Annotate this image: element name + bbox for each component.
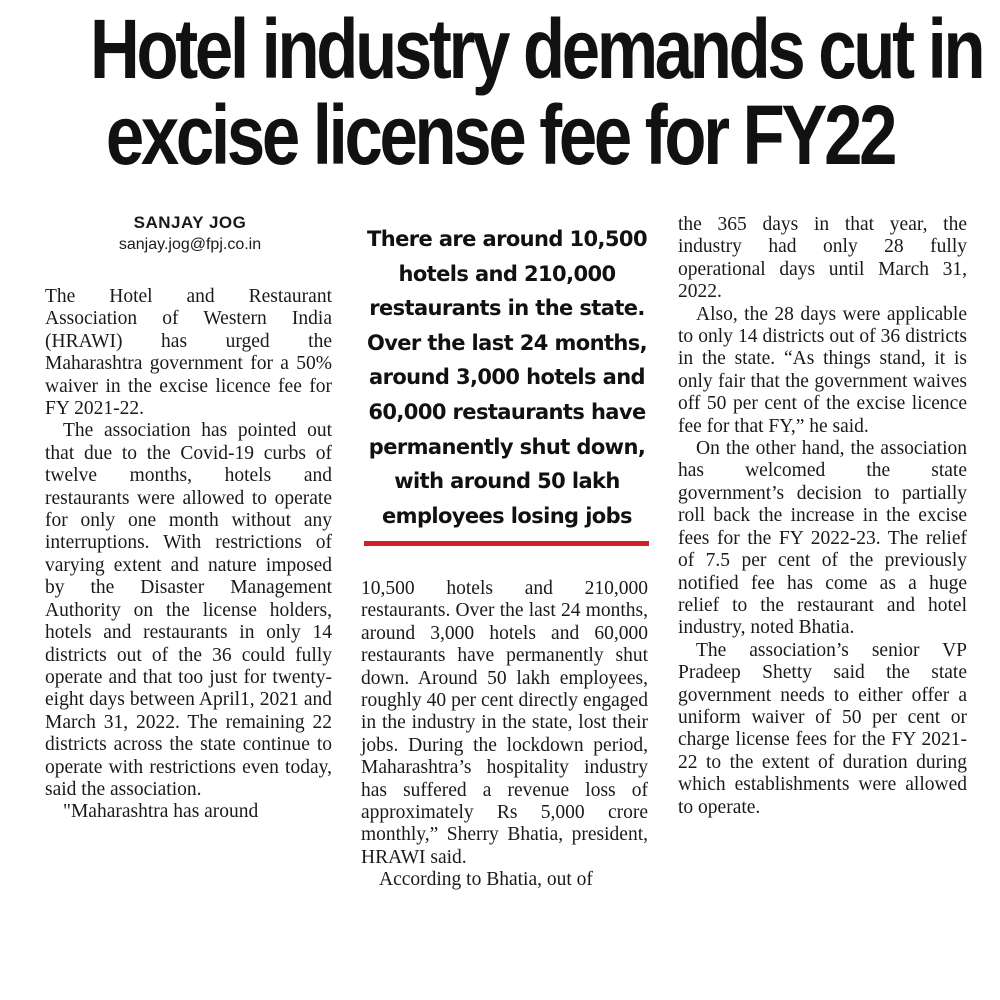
paragraph: "Maharashtra has around [63, 801, 259, 823]
article-column-3 [678, 214, 967, 819]
article-column-2 [361, 578, 648, 892]
byline [40, 212, 340, 256]
paragraph: The Hotel and Restaurant Association of Western India (HRAWI) has urged the Maharashtra government for a 50% waiver in the excise licence fee for FY 2021-22. [45, 286, 332, 420]
paragraph: The association has pointed out that due to the Covid-19 curbs of twelve months, hotels and restaurants were allowed to operate for only one month without any interruptions. With restrictions of varying extent and nature imposed by the Disaster Management Authority on the license holders, hotels and restaurants in only 14 districts out of the 36 could fully operate and that too just for twenty-eight days between April1, 2021 and March 31, 2022. The remaining 22 districts across the state continue to operate with restrictions even today, said the association. [45, 420, 332, 800]
headline-line-1: Hotel industry demands cut in [90, 2, 983, 96]
byline-author: SANJAY JOG [133, 213, 247, 232]
paragraph: Also, the 28 days were applicable to only 14 districts out of 36 districts in the state. “As things stand, it is only fair that the government waives off 50 per cent of the excise licence fee for that FY,” he said. [678, 303, 967, 437]
paragraph: 10,500 hotels and 210,000 restaurants. Over the last 24 months, around 3,000 hotels and 60,000 restaurants have permanently shut down. Around 50 lakh employees, roughly 40 per cent directly engaged in the industry in the state, lost their jobs. During the lockdown period, Maharashtra’s hospitality industry has suffered a revenue loss of approximately Rs 5,000 crore monthly,” Sherry Bhatia, president, HRAWI said. [361, 578, 648, 868]
paragraph: the 365 days in that year, the industry had only 28 fully operational days until March 31, 2022. [678, 214, 967, 303]
byline-email: sanjay.jog@fpj.co.in [118, 236, 262, 253]
paragraph: According to Bhatia, out of [379, 869, 593, 891]
article-column-1 [45, 286, 332, 824]
paragraph: On the other hand, the association has welcomed the state government’s decision to partially roll back the increase in the excise fees for the FY 2022-23. The relief of 7.5 per cent of the previously notified fee has come as a huge relief to the restaurant and hotel industry, noted Bhatia. [678, 438, 967, 639]
pull-quote: There are around 10,500 hotels and 210,000 restaurants in the state. Over the last 24 months, around 3,000 hotels and 60,000 restaurants have permanently shut down, with around 50 lakh employees losing jobs [366, 227, 648, 528]
pull-quote-rule [364, 541, 649, 546]
paragraph: The association’s senior VP Pradeep Shetty said the state government needs to either offer a uniform waiver of 50 per cent or charge license fees for the FY 2021-22 to the extent of duration during which establishments were allowed to operate. [678, 639, 967, 818]
headline-line-2: excise license fee for FY22 [105, 88, 895, 182]
headline [90, 2, 983, 182]
